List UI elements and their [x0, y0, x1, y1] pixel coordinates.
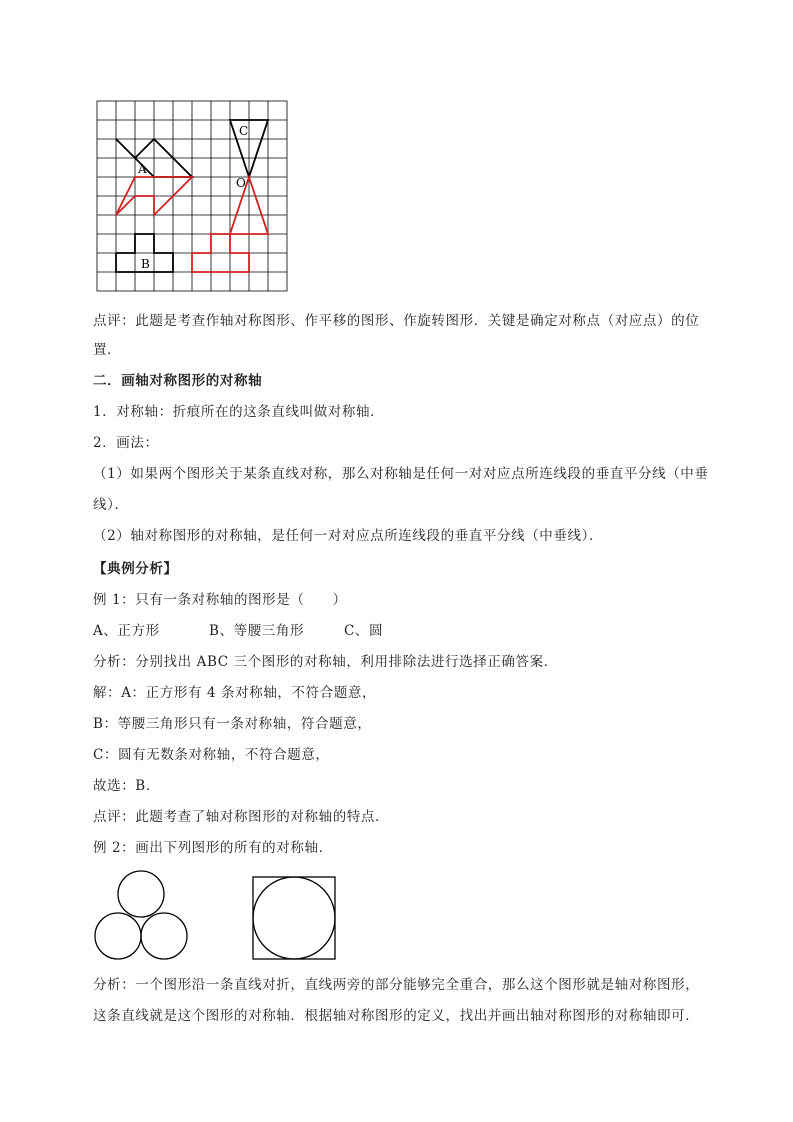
- bottom-right-circle: [141, 913, 187, 959]
- example-heading: 【典例分析】: [93, 561, 178, 577]
- example-2-figures: [93, 869, 343, 964]
- comment-1-line-2: 置．: [93, 342, 122, 358]
- example-2-question: 例 2：画出下列图形的所有的对称轴．: [93, 840, 333, 856]
- example-1-option-a: A、正方形: [93, 623, 160, 639]
- example-1-comment: 点评：此题考查了轴对称图形的对称轴的特点．: [93, 809, 390, 825]
- paragraph-4: （2）轴对称图形的对称轴，是任何一对对应点所连线段的垂直平分线（中垂线）．: [93, 528, 604, 544]
- example-1-solution-c: C：圆有无数条对称轴，不符合题意，: [93, 747, 330, 763]
- paragraph-2: 2．画法：: [93, 435, 159, 451]
- top-circle: [118, 871, 164, 917]
- example-1-option-b: B、等腰三角形: [209, 623, 305, 639]
- example-1-solution-a: 解：A：正方形有 4 条对称轴，不符合题意，: [93, 685, 377, 701]
- transformation-grid-figure: [96, 100, 291, 293]
- example-2-analysis-line-2: 这条直线就是这个图形的对称轴．根据轴对称图形的定义，找出并画出轴对称图形的对称轴即可．: [93, 1008, 700, 1024]
- label-o: O: [236, 176, 246, 190]
- comment-1-line-1: 点评：此题是考查作轴对称图形、作平移的图形、作旋转图形．关键是确定对称点（对应点）的位: [93, 313, 700, 329]
- example-1-solution-b: B：等腰三角形只有一条对称轴，符合题意，: [93, 716, 372, 732]
- paragraph-1: 1．对称轴：折痕所在的这条直线叫做对称轴．: [93, 404, 385, 420]
- paragraph-3-line-1: （1）如果两个图形关于某条直线对称，那么对称轴是任何一对对应点所连线段的垂直平分线（中垂: [93, 466, 709, 482]
- example-2-analysis-line-1: 分析：一个图形沿一条直线对折，直线两旁的部分能够完全重合，那么这个图形就是轴对称图形，: [93, 977, 700, 993]
- label-a: A: [138, 162, 147, 176]
- label-c: C: [239, 124, 249, 138]
- example-1-question: 例 1：只有一条对称轴的图形是（ ）: [93, 592, 347, 608]
- example-1-analysis: 分析：分别找出 ABC 三个图形的对称轴，利用排除法进行选择正确答案．: [93, 654, 558, 670]
- paragraph-3-line-2: 线）．: [93, 497, 129, 513]
- example-1-option-c: C、圆: [344, 623, 384, 639]
- label-b: B: [141, 257, 150, 271]
- inscribed-circle: [253, 877, 335, 959]
- example-1-answer: 故选：B．: [93, 778, 160, 794]
- section-title: 二．画轴对称图形的对称轴: [93, 373, 263, 389]
- bottom-left-circle: [95, 913, 141, 959]
